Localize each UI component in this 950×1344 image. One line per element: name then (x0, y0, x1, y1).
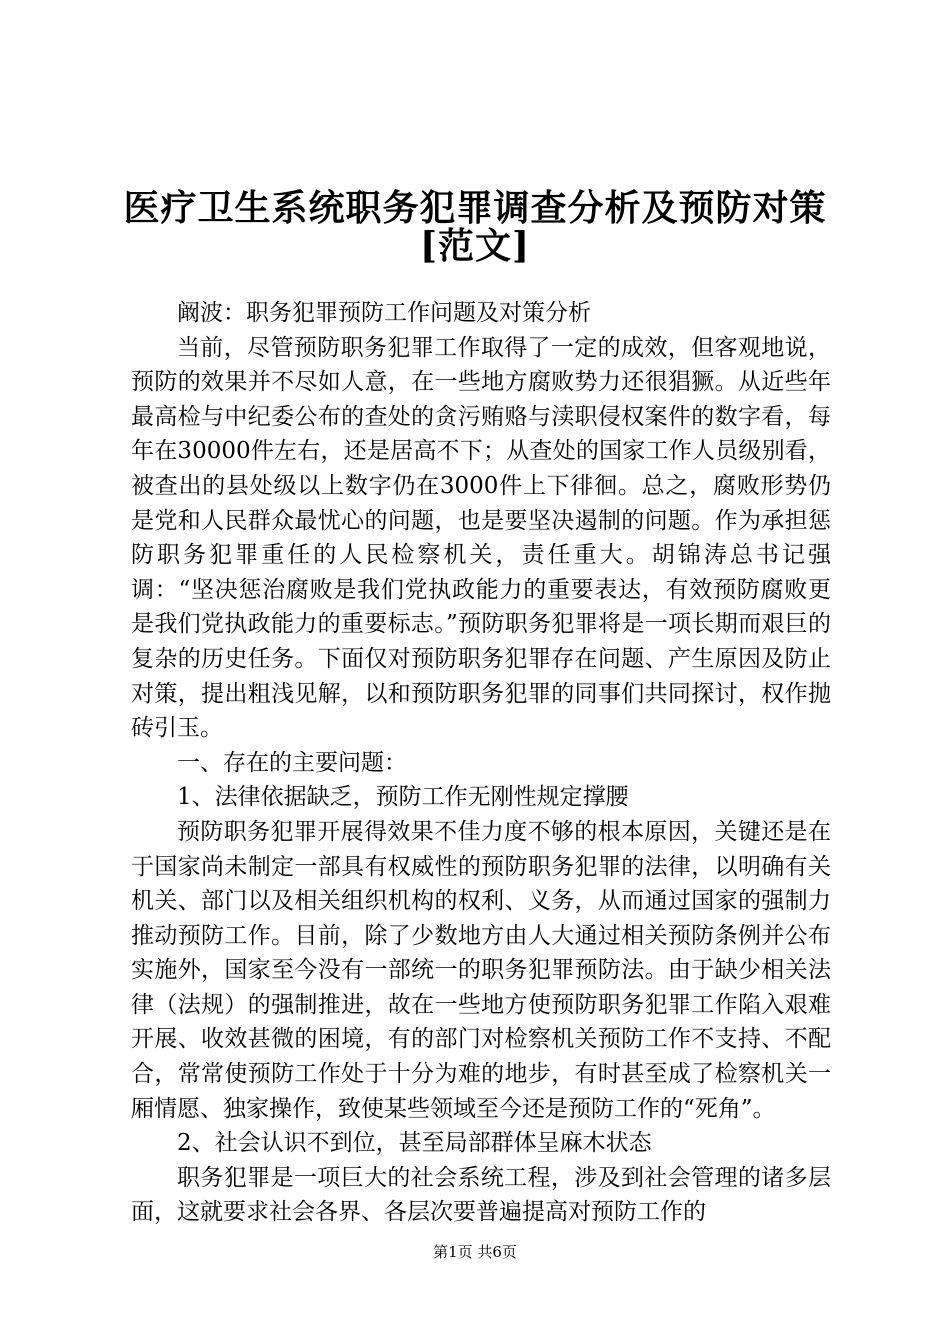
paragraph-social-awareness: 职务犯罪是一项巨大的社会系统工程，涉及到社会管理的诸多层面，这就要求社会各界、各层次要普遍提高对预防工作的 (131, 1164, 831, 1226)
document-body (131, 296, 831, 1230)
paragraph-intro: 当前，尽管预防职务犯罪工作取得了一定的成效，但客观地说，预防的效果并不尽如人意，在一些地方腐败势力还很猖獗。从近些年最高检与中纪委公布的查处的贪污贿赂与渎职侵权案件的数字看，每年在30000件左右，还是居高不下；从查处的国家工作人员级别看，被查出的县处级以上数字仍在3000件上下徘徊。总之，腐败形势仍是党和人民群众最忧心的问题，也是要坚决遏制的问题。作为承担惩防职务犯罪重任的人民检察机关，责任重大。胡锦涛总书记强调：“坚决惩治腐败是我们党执政能力的重要表达，有效预防腐败更是我们党执政能力的重要标志。”预防职务犯罪将是一项长期而艰巨的复杂的历史任务。下面仅对预防职务犯罪存在问题、产生原因及防止对策，提出粗浅见解，以和预防职务犯罪的同事们共同探讨，权作抛砖引玉。 (131, 334, 831, 742)
subheading-social-awareness: 2、社会认识不到位，甚至局部群体呈麻木状态 (177, 1130, 652, 1157)
paragraph-legal-basis: 预防职务犯罪开展得效果不佳力度不够的根本原因，关键还是在于国家尚未制定一部具有权威性的预防职务犯罪的法律，以明确有关机关、部门以及相关组织机构的权利、义务，从而通过国家的强制力推动预防工作。目前，除了少数地方由人大通过相关预防条例并公布实施外，国家至今没有一部统一的职务犯罪预防法。由于缺少相关法律（法规）的强制推进，故在一些地方使预防职务犯罪工作陷入艰难开展、收效甚微的困境，有的部门对检察机关预防工作不支持、不配合，常常使预防工作处于十分为难的地步，有时甚至成了检察机关一厢情愿、独家操作，致使某些领域至今还是预防工作的“死角”。 (131, 818, 831, 1122)
subheading-legal-basis: 1、法律依据缺乏，预防工作无刚性规定撑腰 (177, 784, 629, 811)
document-title-line-1: 医疗卫生系统职务犯罪调查分析及预防对策 (123, 187, 827, 229)
document-title-line-2: [范文] (419, 225, 531, 267)
section-heading-problems: 一、存在的主要问题： (177, 749, 407, 776)
paragraph-subtitle: 阚波：职务犯罪预防工作问题及对策分析 (177, 300, 591, 326)
page-number-footer: 第1页 共6页 (433, 1243, 517, 1261)
